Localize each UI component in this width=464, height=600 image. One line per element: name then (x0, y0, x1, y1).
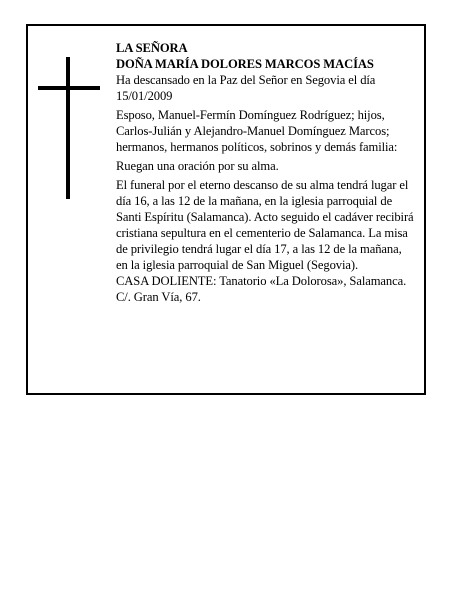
obituary-heading: LA SEÑORA (116, 41, 188, 55)
cross-icon (38, 57, 100, 199)
announcement-paragraph: Ha descansado en la Paz del Señor en Segovia el día 15/01/2009 (116, 73, 376, 103)
cross-vertical-bar (66, 57, 70, 199)
mourning-house-paragraph: CASA DOLIENTE: Tanatorio «La Dolorosa», Salamanca. C/. Gran Vía, 67. (116, 274, 407, 304)
deceased-name: DOÑA MARÍA DOLORES MARCOS MACÍAS (116, 57, 374, 71)
family-paragraph: Esposo, Manuel-Fermín Domínguez Rodríguez; hijos, Carlos-Julián y Alejandro-Manuel Domínguez Marcos; hermanos, hermanos políticos, sobrinos y demás familia: (116, 108, 398, 154)
obituary-notice (26, 24, 426, 395)
obituary-text (116, 40, 416, 308)
funeral-paragraph: El funeral por el eterno descanso de su alma tendrá lugar el día 16, a las 12 de la mañana, en la iglesia parroquial de Santi Espíritu (Salamanca). Acto seguido el cadáver recibirá cristiana sepultura en el cementerio de Salamanca. La misa de privilegio tendrá lugar el día 17, a las 12 de la mañana, en la iglesia parroquial de San Miguel (Segovia). (116, 178, 414, 272)
prayer-paragraph: Ruegan una oración por su alma. (116, 159, 279, 173)
cross-horizontal-bar (38, 86, 100, 90)
